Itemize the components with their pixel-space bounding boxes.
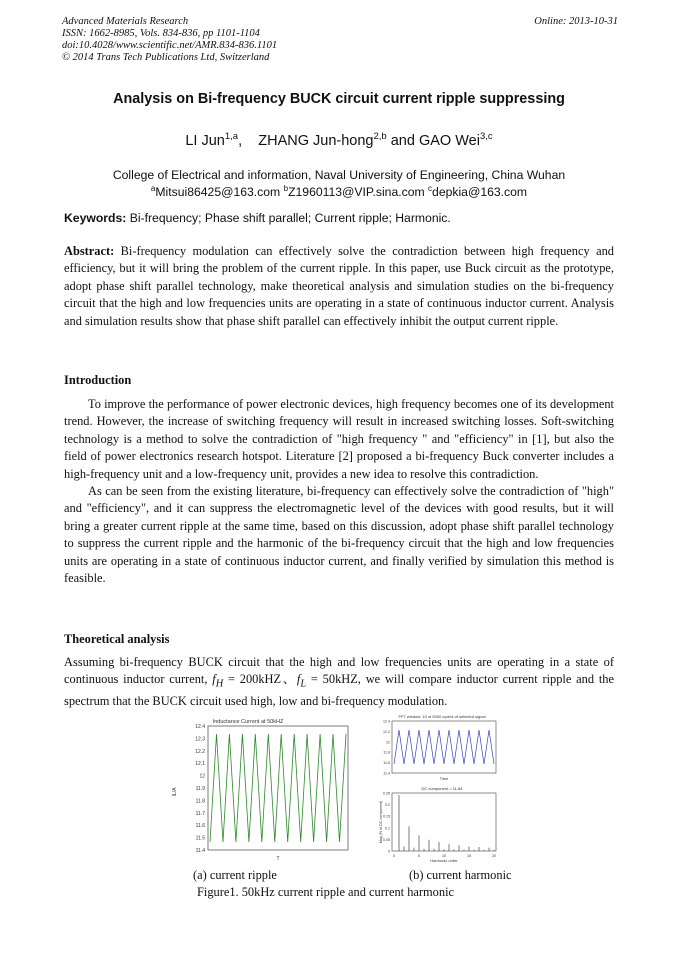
right-bottom-xtick-label: 15 — [467, 854, 471, 858]
caption-a: (a) current ripple — [193, 868, 277, 882]
left-plot-title: Inductance Current at 50kHZ — [212, 719, 284, 725]
left-ytick-label: 11.8 — [195, 798, 205, 805]
right-top-ytick-label: 11.4 — [383, 771, 390, 776]
author-3-sup: 3,c — [479, 131, 493, 142]
author-3: GAO Wei — [418, 132, 480, 149]
author-and: and — [390, 132, 415, 149]
email-a-sup: a — [150, 184, 156, 193]
right-top-ytick-label: 12 — [386, 740, 390, 745]
email-b: Z1960113@VIP.sina.com — [288, 185, 425, 200]
author-2-sup: 2,b — [373, 131, 387, 142]
right-bottom-ytick-label: 0 — [388, 849, 390, 854]
left-ytick-label: 12.3 — [195, 736, 205, 743]
left-ytick-label: 12 — [199, 773, 205, 780]
right-top-ytick-label: 12.2 — [383, 729, 390, 734]
theory-heading: Theoretical analysis — [64, 632, 170, 646]
left-ytick-label: 11.5 — [195, 835, 205, 842]
caption-b: (b) current harmonic — [409, 868, 512, 882]
right-top-ytick-label: 11.6 — [383, 761, 390, 766]
email-a: Mitsui86425@163.com — [155, 185, 281, 200]
online-date: Online: 2013-10-31 — [534, 16, 618, 27]
right-bottom-ytick-label: 0.1 — [385, 826, 390, 831]
left-ytick-label: 11.7 — [195, 810, 205, 817]
abstract — [64, 243, 614, 330]
author-sep: , — [238, 132, 243, 149]
author-1: LI Jun — [185, 132, 225, 149]
fl-sub: L — [300, 678, 307, 690]
fh-symbol: f — [212, 672, 216, 687]
left-ytick-label: 12.1 — [195, 761, 205, 768]
author-2: ZHANG Jun-hong — [258, 132, 374, 149]
theory-paragraph — [64, 654, 614, 711]
left-ytick-label: 12.4 — [195, 724, 205, 730]
keywords-text: Bi-frequency; Phase shift parallel; Current ripple; Harmonic. — [129, 211, 451, 225]
right-top-xlabel: Time — [439, 776, 449, 781]
left-ytick-label: 11.6 — [195, 823, 205, 830]
right-bottom-xtick-label: 20 — [492, 854, 496, 858]
intro-body — [64, 396, 614, 587]
abstract-label: Abstract: — [64, 244, 115, 258]
fh-value: = 200kHZ、 — [223, 672, 297, 687]
right-bottom-xlabel: Harmonic order — [430, 858, 458, 863]
intro-paragraph-2: As can be seen from the existing literature, bi-frequency can effectively solve the contradiction of "high" and "efficiency", and it can suppress the electromagnetic level of the devices with good results, but it will bring a greater current ripple at the same time, based on this discussion, adopt phase shift parallel technology to suppress the current ripple and the harmonic of the bi-frequency circuit that the high and low frequencies units are operating in a state of continuous inductor current, and finally verified by simulation this method is feasible. — [64, 484, 614, 586]
keywords-label: Keywords: — [64, 211, 127, 225]
right-top-ytick-label: 12.4 — [383, 719, 390, 724]
left-ytick-label: 12.2 — [195, 748, 205, 755]
abstract-text: Bi-frequency modulation can effectively solve the contradiction between high frequency and efficiency, but it will bring the problem of the current ripple. In this paper, use Buck circuit as the prototype, adopt phase shift parallel technology, make theoretical analysis and simulation studies on the bi-frequency circuit that the high and low frequencies units are operating in a state of continuous inductor current. Analysis and simulation results show that phase shift parallel can effectively inhibit the output current ripple. — [64, 244, 614, 328]
paper-title: Analysis on Bi-frequency BUCK circuit current ripple suppressing — [113, 91, 565, 107]
intro-heading: Introduction — [64, 373, 132, 387]
left-plot-ylabel: IL/A — [172, 787, 178, 797]
right-top-ytick-label: 11.8 — [383, 750, 390, 755]
right-bottom-ylabel: Mag (% of DC component) — [379, 800, 383, 844]
right-bottom-ytick-label: 0.15 — [383, 814, 390, 819]
copyright: © 2014 Trans Tech Publications Ltd, Switzerland — [62, 52, 270, 63]
email-b-sup: b — [283, 184, 289, 193]
intro-paragraph-1: To improve the performance of power electronic devices, high frequency becomes one of its development trend. However, the increase of switching frequency will result in increased switching losses. Soft-switching technology is a method to solve the contradiction of "high frequency " and "efficiency" in [1], but also the field of power electronics research hotspot. Literature [2] proposed a bi-frequency Buck converter includes a high-frequency unit and a low-frequency unit, provides a new idea to resolve this contradiction. — [64, 397, 614, 481]
right-bottom-ytick-label: 0.05 — [383, 837, 390, 842]
journal-name: Advanced Materials Research — [62, 16, 189, 27]
keywords — [64, 211, 451, 225]
author-list — [0, 131, 678, 149]
author-1-sup: 1,a — [224, 131, 239, 142]
theory-text-end: , we will compare inductor current ripple and the spectrum that the BUCK circuit used high, low and bi-frequency modulation. — [64, 672, 614, 709]
left-ytick-label: 11.9 — [195, 786, 205, 792]
figure-caption: Figure1. 50kHz current ripple and current harmonic — [197, 885, 455, 899]
right-top-title: FFT window: 10 of 5000 cycles of selected signal — [398, 714, 486, 719]
email-c: depkia@163.com — [432, 185, 528, 200]
figure-current-harmonic — [378, 712, 500, 864]
figure-current-ripple — [168, 714, 368, 862]
email-c-sup: c — [428, 184, 433, 193]
fl-symbol: f — [296, 672, 301, 687]
fl-value: = 50kHZ — [306, 672, 358, 687]
theory-text-start: Assuming bi-frequency BUCK circuit that the high and low frequencies units are operating in a state of continuous inductor current, — [64, 655, 614, 687]
right-bottom-xtick-label: 5 — [418, 854, 420, 858]
affiliation: College of Electrical and information, Naval University of Engineering, China Wuhan — [112, 168, 566, 182]
right-bottom-title: DC component = 11.84 — [421, 786, 463, 791]
right-bottom-xtick-label: 0 — [393, 854, 395, 858]
issn: ISSN: 1662-8985, Vols. 834-836, pp 1101-1104 — [62, 28, 260, 39]
right-bottom-ytick-label: 0.2 — [385, 803, 390, 808]
right-bottom-ytick-label: 0.25 — [383, 791, 390, 796]
email-line — [0, 184, 678, 199]
fh-sub: H — [215, 678, 224, 690]
doi: doi:10.4028/www.scientific.net/AMR.834-836.1101 — [62, 40, 278, 51]
left-plot-xlabel: T — [276, 856, 280, 862]
left-ytick-label: 11.4 — [195, 848, 205, 854]
journal-header — [62, 16, 618, 64]
right-bottom-xtick-label: 10 — [442, 854, 446, 858]
